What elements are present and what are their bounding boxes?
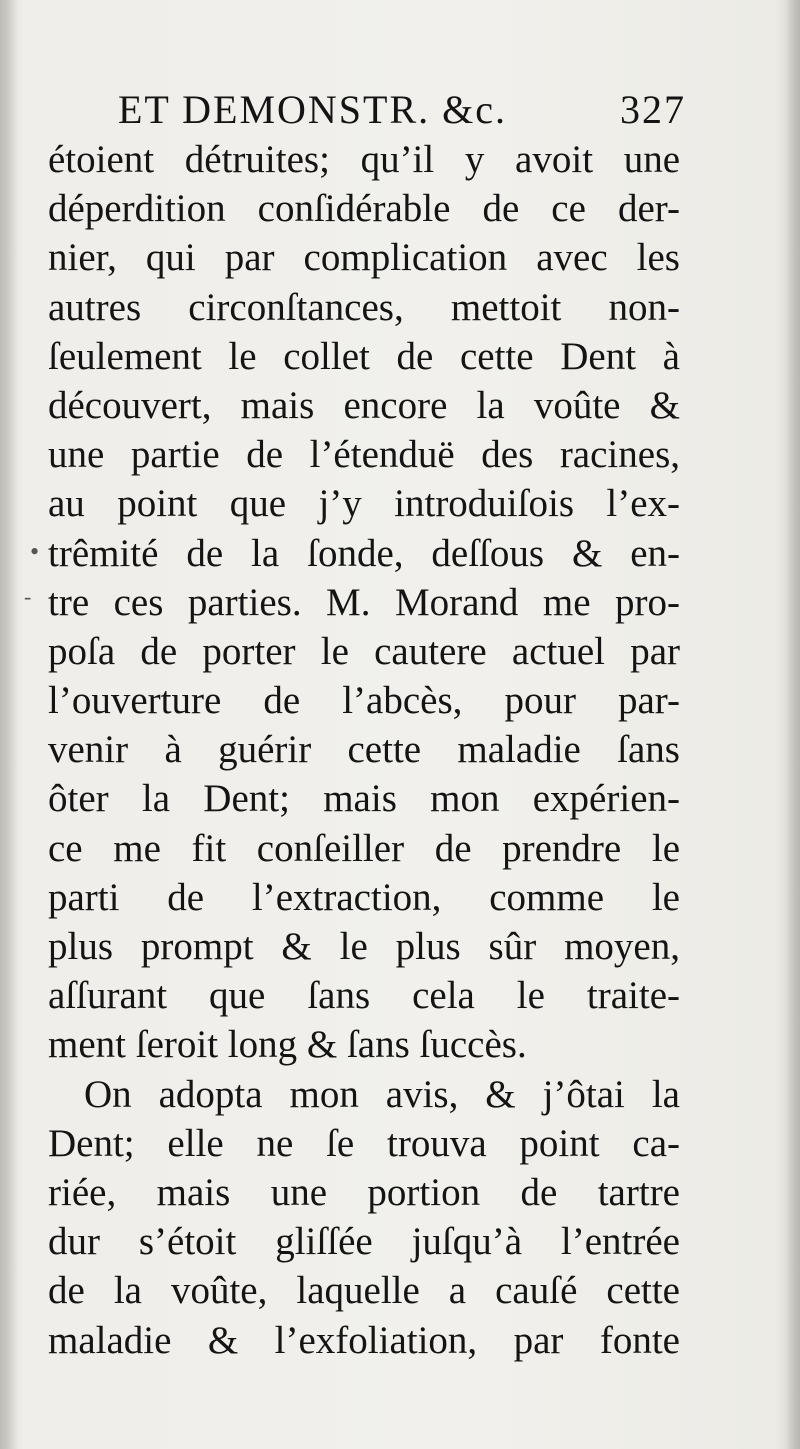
running-head-title: ET DEMONSTR. &c.: [118, 87, 508, 132]
text-line: On adopta mon avis, & j’ôtai la: [84, 1072, 680, 1116]
page-number: 327: [620, 87, 686, 132]
text-line: étoient détruites; qu’il y avoit une: [48, 138, 680, 181]
body-text: [48, 135, 680, 1365]
text-line: ſeulement le collet de cette Dent à: [48, 334, 680, 378]
text-line: au point que j’y introduiſois l’ex-: [48, 482, 680, 526]
margin-dot-mark: •: [30, 537, 40, 566]
text-line: dur s’étoit gliſſée juſqu’à l’entrée: [48, 1220, 680, 1264]
text-line: autres circonſtances, mettoit non-: [48, 285, 680, 329]
text-line: l’ouverture de l’abcès, pour par-: [48, 679, 680, 723]
text-line: de la voûte, laquelle a cauſé cette: [48, 1269, 680, 1313]
text-line: ôter la Dent; mais mon expérien-: [48, 777, 680, 821]
running-head: [118, 86, 686, 134]
text-line: venir à guérir cette maladie ſans: [48, 728, 680, 772]
text-line: parti de l’extraction, comme le: [48, 875, 680, 919]
text-line: poſa de porter le cautere actuel par: [48, 629, 680, 673]
text-line: maladie & l’exfoliation, par fonte: [48, 1318, 680, 1362]
text-line: riée, mais une portion de tartre: [48, 1170, 680, 1214]
text-line: aſſurant que ſans cela le traite-: [48, 974, 680, 1018]
text-line: trêmité de la ſonde, deſſous & en-: [48, 531, 680, 575]
text-line: ment ſeroit long & ſans ſuccès.: [48, 1023, 527, 1067]
text-line: découvert, mais encore la voûte &: [48, 383, 680, 427]
margin-dash-mark: -: [24, 584, 32, 609]
text-line: tre ces parties. M. Morand me pro-: [48, 580, 680, 624]
text-line: nier, qui par complication avec les: [48, 236, 680, 280]
text-line: ce me fit conſeiller de prendre le: [48, 826, 680, 870]
text-line: une partie de l’étenduë des racines,: [48, 433, 680, 477]
text-line: plus prompt & le plus sûr moyen,: [48, 925, 680, 968]
text-line: Dent; elle ne ſe trouva point ca-: [48, 1121, 680, 1165]
text-line: déperdition conſidérable de ce der-: [48, 187, 680, 231]
